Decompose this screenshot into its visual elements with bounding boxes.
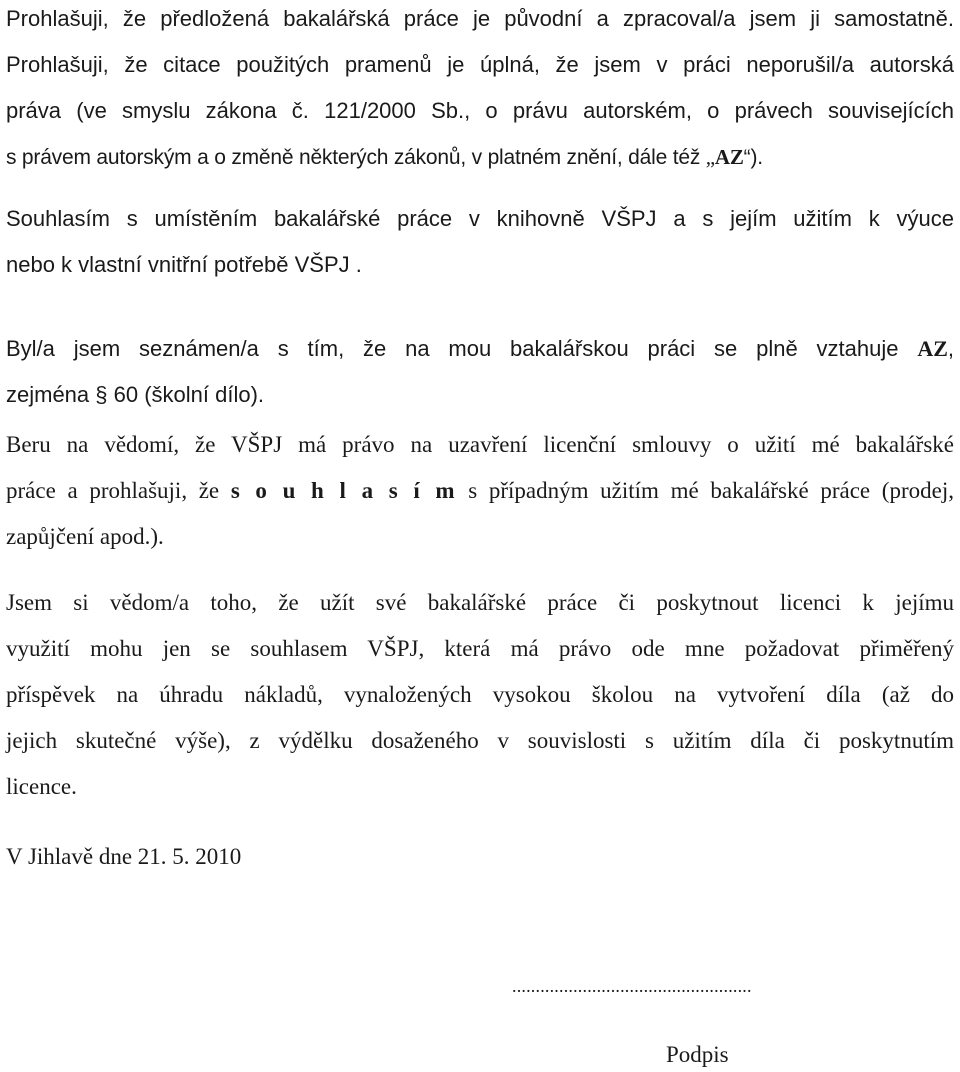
text-segment: s případným užitím mé bakalářské práce (prodej, [456, 478, 954, 503]
text-line: zapůjčení apod.). [6, 524, 164, 549]
text-segment: , [947, 336, 954, 361]
text-line: Prohlašuji, že citace použitých pramenů je úplná, že jsem v práci neporušil/a autorská [6, 52, 954, 77]
consent-word: s o u h l a s í m [230, 478, 457, 503]
paragraph-az-applies [6, 326, 954, 418]
text-segment: “). [743, 146, 763, 169]
text-line: nebo k vlastní vnitřní potřebě VŠPJ . [6, 252, 362, 277]
abbreviation-az: AZ [714, 145, 744, 169]
text-line: licence. [6, 774, 77, 799]
text-line: jejich skutečné výše), z výdělku dosaženého v souvislosti s užitím díla či poskytnutím [6, 728, 954, 753]
text-line: Souhlasím s umístěním bakalářské práce v knihovně VŠPJ a s jejím užitím k výuce [6, 206, 954, 231]
date-text: V Jihlavě dne 21. 5. 2010 [6, 844, 242, 869]
text-line: využití mohu jen se souhlasem VŠPJ, která má právo ode mne požadovat přiměřený [6, 636, 954, 661]
text-line [6, 134, 954, 180]
abbreviation-az: AZ [917, 336, 948, 361]
quote-mark: „ [705, 145, 715, 169]
text-segment: Byl/a jsem seznámen/a s tím, že na mou bakalářskou práci se plně vztahuje [6, 336, 918, 361]
signature-line: ................................................... [512, 976, 752, 996]
text-line [6, 468, 954, 514]
text-segment: práce a prohlašuji, že [6, 478, 231, 503]
paragraph-originality [6, 0, 954, 180]
paragraph-library-consent [6, 196, 954, 288]
text-line: Prohlašuji, že předložená bakalářská práce je původní a zpracoval/a jsem ji samostatně. [6, 6, 954, 31]
text-segment: s právem autorským a o změně některých zákonů, v platném znění, dále též [6, 146, 706, 169]
text-line: zejména § 60 (školní dílo). [6, 382, 265, 407]
text-line [6, 326, 954, 372]
text-line: Jsem si vědom/a toho, že užít své bakalářské práce či poskytnout licenci k jejímu [6, 590, 954, 615]
text-line: Beru na vědomí, že VŠPJ má právo na uzavření licenční smlouvy o užití mé bakalářské [6, 432, 954, 457]
place-and-date [6, 834, 954, 880]
text-line: práva (ve smyslu zákona č. 121/2000 Sb., o právu autorském, o právech souvisejících [6, 98, 954, 123]
text-line: příspěvek na úhradu nákladů, vynaložených vysokou školou na vytvoření díla (až do [6, 682, 954, 707]
signature-label: Podpis [666, 1042, 729, 1067]
paragraph-license-agreement [6, 422, 954, 560]
paragraph-usage-awareness [6, 580, 954, 810]
